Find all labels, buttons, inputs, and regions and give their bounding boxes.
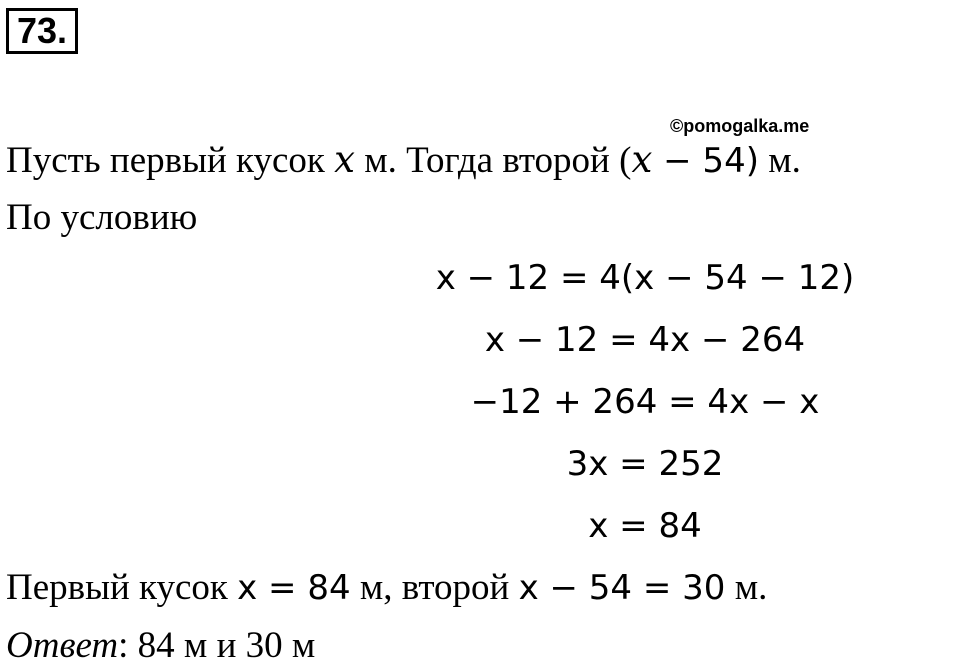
equation-4: 3x = 252: [566, 444, 724, 484]
conclusion-text-3: м.: [725, 567, 768, 608]
equation-5: x = 84: [588, 506, 702, 546]
problem-number: 73.: [6, 8, 78, 54]
equation-2: x − 12 = 4x − 264: [484, 320, 806, 360]
equation-1: x − 12 = 4(x − 54 − 12): [435, 258, 855, 298]
equation-3: −12 + 264 = 4x − x: [470, 382, 820, 422]
intro-paren: (: [619, 140, 632, 181]
conclusion-expr-2: x − 54 = 30: [518, 568, 726, 608]
intro-text-1: Пусть первый кусок: [6, 140, 335, 181]
intro-expr: − 54): [652, 141, 759, 181]
intro-line: [6, 138, 801, 183]
answer-line: [6, 624, 315, 668]
intro-var-x: x: [334, 138, 356, 181]
conclusion-expr-1: x = 84: [237, 568, 351, 608]
intro-text-2: м. Тогда второй: [355, 140, 620, 181]
conclusion-text-1: Первый кусок: [6, 567, 238, 608]
intro-text-3: м.: [758, 140, 801, 181]
condition-line: По условию: [6, 197, 198, 238]
conclusion-line: [6, 566, 767, 610]
watermark-text: ©pomogalka.me: [670, 116, 810, 136]
conclusion-text-2: м, второй: [350, 567, 519, 608]
intro-var-x2: x: [631, 138, 653, 181]
answer-label: Ответ: [6, 625, 119, 666]
answer-text: : 84 м и 30 м: [118, 625, 316, 666]
